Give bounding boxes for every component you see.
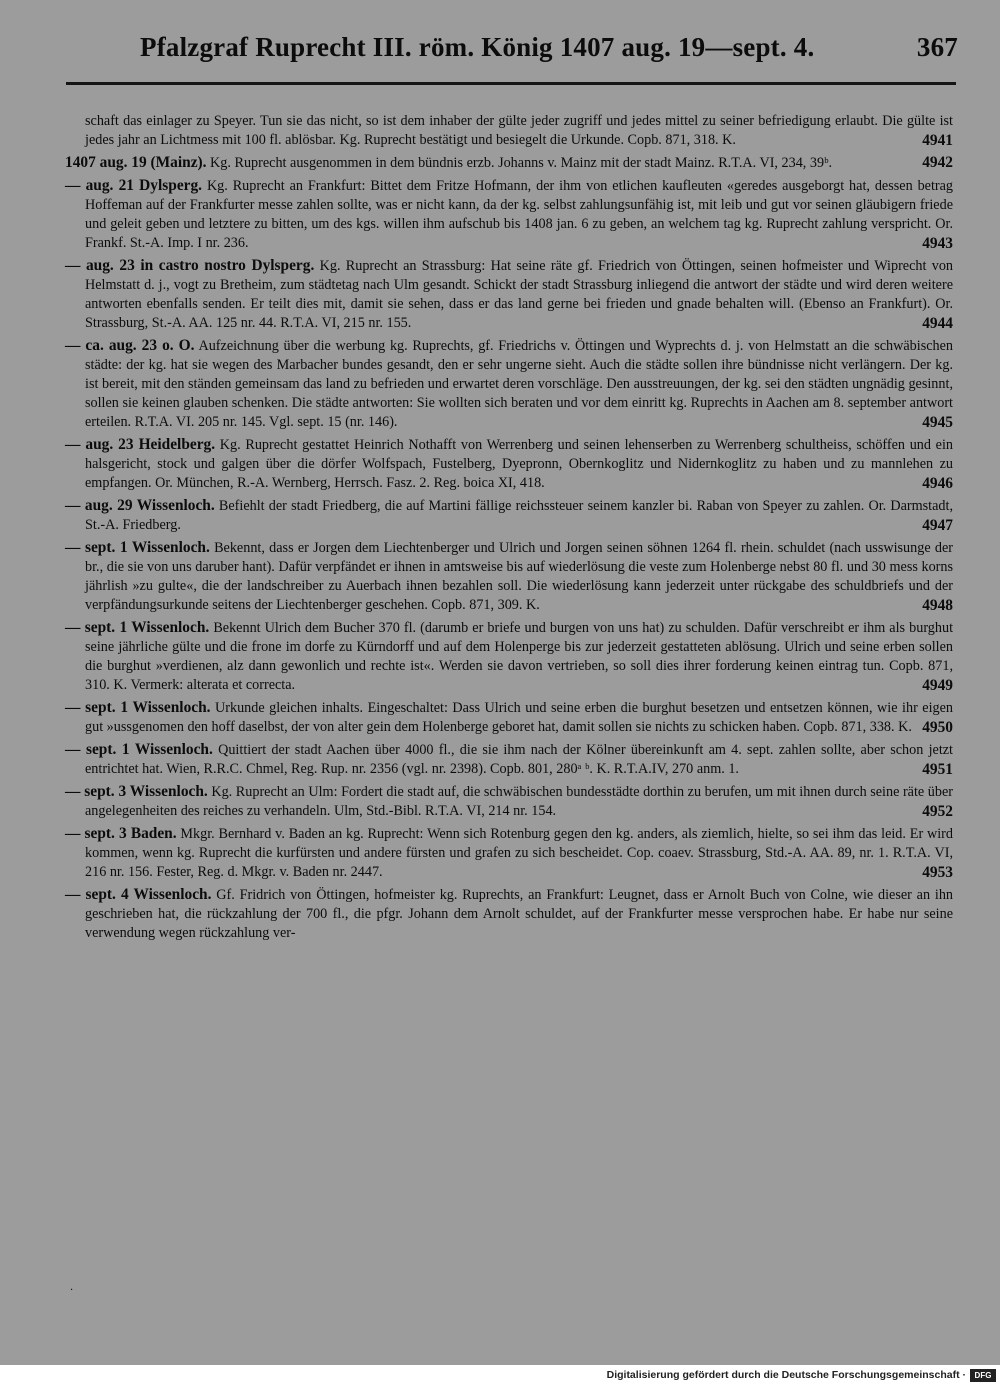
entry-date: — sept. 1 Wissenloch. xyxy=(65,741,213,758)
entry-date: — sept. 4 Wissenloch. xyxy=(65,886,212,903)
page-number: 367 xyxy=(916,32,958,62)
entry-text: Bekennt Ulrich dem Bucher 370 fl. (darumb er briefe und burgen von uns hat) zu schulden. Dafür verschreibt er ihm als burghut seine jährliche gülte und die frone im dorfe zu Kürndorff und auf dem Holenperge bis zur jederzeit gestatteten ablösung. Ulrich und seine erben sollen die burghut »verdienen, alz dann gewonlich und rechte ist«. Werden sie davon vertrieben, so soll dies ihrer forderung keinen eintrag tun. Copb. 871, 310. K. Vermerk: alterata et correcta. xyxy=(85,620,954,693)
entry-number: 4952 xyxy=(922,803,953,820)
entry-date: 1407 aug. 19 (Mainz). xyxy=(65,154,207,171)
entry-number: 4953 xyxy=(922,864,953,881)
regest-entry xyxy=(65,698,953,737)
regest-entry xyxy=(65,256,953,333)
regest-entry xyxy=(65,112,953,150)
entry-date: — sept. 1 Wissenloch. xyxy=(65,619,210,636)
header-rule xyxy=(66,82,956,85)
entry-text: Mkgr. Bernhard v. Baden an kg. Ruprecht: Wenn sich Rotenburg gegen den kg. anders, als ziemlich, hielte, so sei ihm das leid. Er wird kommen, wenn kg. Ruprecht die kurfürsten und andere fürsten und grafen zu sich bescheidet. Cop. coaev. Strassburg, Std.-A. AA. 89, nr. 1. R.T.A. VI, 216 nr. 156. Fester, Reg. d. Mkgr. v. Baden nr. 2447. xyxy=(85,826,953,880)
dfg-logo-icon: DFG xyxy=(970,1369,996,1382)
entry-date: — sept. 1 Wissenloch. xyxy=(65,699,211,716)
entry-number: 4945 xyxy=(922,414,953,431)
entry-text: Gf. Fridrich von Öttingen, hofmeister kg. Ruprechts, an Frankfurt: Leugnet, dass er Arnolt Buch von Colne, wie dieser an ihn geschrieben hat, die rückzahlung der 700 fl., die pfgr. Johann dem Arnolt schuldet, auf der Frankfurter messe versprochen habe. Er habe nur seine verwendung wegen rückzahlung ver- xyxy=(85,887,954,941)
entry-number: 4943 xyxy=(922,235,953,252)
entry-number: 4941 xyxy=(922,132,953,149)
regest-entry xyxy=(65,740,953,779)
entry-text: Quittiert der stadt Aachen über 4000 fl., die sie ihm nach der Kölner übereinkunft am 4. sept. zahlen sollte, aber schon jetzt entrichtet hat. Wien, R.R.C. Chmel, Reg. Rup. nr. 2356 (vgl. nr. 2398). Copb. 801, 280ᵃ ᵇ. K. R.T.A.IV, 270 anm. 1. xyxy=(85,742,954,777)
regest-entry xyxy=(65,435,953,493)
running-title: Pfalzgraf Ruprecht III. röm. König 1407 aug. 19—sept. 4. xyxy=(140,32,815,62)
page-header xyxy=(140,32,958,63)
entry-text: Kg. Ruprecht an Strassburg: Hat seine räte gf. Friedrich von Öttingen, seinen hofmeister und Wiprecht von Helmstatt d. j., vogt zu Bretheim, zum städtetag nach Ulm gesandt. Schickt der stadt Strassburg inliegend die antwort der städte und wird deren weitere antworten ebenfalls senden. Er teilt dies mit, damit sie sehen, dass er das land gerne bei frieden und gnade behalten will. (Ebenso an Frankfurt). Or. Strassburg, St.-A. AA. 125 nr. 44. R.T.A. VI, 215 nr. 155. xyxy=(85,258,954,331)
entry-text: Befiehlt der stadt Friedberg, die auf Martini fällige reichssteuer seinem kanzler bi. Raban von Speyer zu zahlen. Or. Darmstadt, St.-A. Friedberg. xyxy=(85,498,954,533)
entry-text: schaft das einlager zu Speyer. Tun sie das nicht, so ist dem inhaber der gülte jeder zugriff und jedes mittel zu seiner befriedigung erlaubt. Die gülte ist jedes jahr an Lichtmess mit 100 fl. ablösbar. Kg. Ruprecht bestätigt und besiegelt die Urkunde. Copb. 871, 318. K. xyxy=(85,113,953,148)
entry-number: 4948 xyxy=(922,597,953,614)
stray-mark: · xyxy=(70,1285,74,1296)
regest-entry xyxy=(65,824,953,882)
funding-notice: Digitalisierung gefördert durch die Deutsche Forschungsgemeinschaft · xyxy=(606,1369,966,1381)
entry-number: 4950 xyxy=(922,719,953,736)
entry-number: 4942 xyxy=(922,154,953,171)
entry-date: — aug. 23 Heidelberg. xyxy=(65,436,216,453)
entry-number: 4949 xyxy=(922,677,953,694)
entry-date: — sept. 3 Baden. xyxy=(65,825,177,842)
digitization-footer xyxy=(0,1365,1000,1387)
entry-number: 4951 xyxy=(922,761,953,778)
regest-entry xyxy=(65,885,953,943)
entry-text: Kg. Ruprecht ausgenommen in dem bündnis erzb. Johanns v. Mainz mit der stadt Mainz. R.T.A. VI, 234, 39ᵇ. xyxy=(210,155,833,171)
entry-text: Kg. Ruprecht gestattet Heinrich Nothafft von Werrenberg und seinen lehenserben zu Werrenberg schultheiss, schöffen und ein halsgericht, stock und galgen über die dörfer Wolfspach, Fustelberg, Dyepronn, Obernkoglitz und Nidernkoglitz zu haben und zu mannlehen zu empfangen. Or. München, R.-A. Wernberg, Herrsch. Fasz. 2. Reg. boica XI, 418. xyxy=(85,437,954,491)
regest-entry xyxy=(65,176,953,253)
entry-text: Kg. Ruprecht an Ulm: Fordert die stadt auf, die schwäbischen bundesstädte dorthin zu berufen, um mit ihnen durch seine räte über angelegenheiten des reiches zu verhandeln. Ulm, Std.-Bibl. R.T.A. VI, 214 nr. 154. xyxy=(85,784,954,819)
entry-text: Urkunde gleichen inhalts. Eingeschaltet: Dass Ulrich und seine erben die burghut besetzen und entsetzen können, wie ihr eigen gut »ussgenomen den hoff daselbst, der von alter gein dem Holenberge geboret hat, damit sollen sie nichts zu schicken haben. Copb. 871, 338. K. xyxy=(85,700,954,735)
regesta-list xyxy=(65,112,953,946)
regest-entry xyxy=(65,336,953,432)
entry-text: Aufzeichnung über die werbung kg. Ruprechts, gf. Friedrichs v. Öttingen und Wyprechts d. j. von Helmstatt an die schwäbischen städte: der kg. hat sie wegen des Marbacher bundes gesandt, den er sehr ungerne sieht. Auch die städte sollen ihre bündnisse nicht verlängern. Der kg. ist bereit, mit den ständen gemeinsam das land zu befrieden und erwartet deren vorschläge. Den ausstreuungen, der kg. sei den städten ungnädig gesinnt, sollen sie keinen glauben schenken. Die städte antworten: Sie wollten sich beraten und vor dem einritt kg. Ruprechts in Aachen am 8. september antwort erteilen. R.T.A. VI. 205 nr. 145. Vgl. sept. 15 (nr. 146). xyxy=(85,338,953,430)
regest-entry xyxy=(65,782,953,821)
entry-date: — aug. 29 Wissenloch. xyxy=(65,497,215,514)
entry-date: — aug. 23 in castro nostro Dylsperg. xyxy=(65,257,315,274)
entry-number: 4946 xyxy=(922,475,953,492)
entry-text: Bekennt, dass er Jorgen dem Liechtenberger und Ulrich und Jorgen seinen söhnen 1264 fl. rhein. schuldet (nach usswisunge der br., die sie von uns daruber hant). Dafür verpfändet er ihnen in amtsweise bis auf wiederlösung die veste zum Holenberge nebst 80 fl. und 30 mess korns jährlish »zu gulte«, die der landschreiber zu Auerbach ihnen bezahlen soll. Die wiederlösung kann jederzeit unter rückgabe des schuldbriefs und der verpfändungsurkunde seitens der Liechtenberger geschehen. Copb. 871, 309. K. xyxy=(85,540,954,613)
regest-entry xyxy=(65,496,953,535)
regest-entry xyxy=(65,538,953,615)
entry-date: — sept. 3 Wissenloch. xyxy=(65,783,208,800)
entry-date: — ca. aug. 23 o. O. xyxy=(65,337,195,354)
regest-entry xyxy=(65,153,953,173)
regest-entry xyxy=(65,618,953,695)
entry-date: — sept. 1 Wissenloch. xyxy=(65,539,210,556)
entry-date: — aug. 21 Dylsperg. xyxy=(65,177,203,194)
entry-text: Kg. Ruprecht an Frankfurt: Bittet dem Fritze Hofmann, der ihm von etlichen kaufleuten «geredes ausgeborgt hat, dessen betrag Hoffeman auf der Frankfurter messe zahlen sollte, was er nicht kann, da der kg. selbst zahlungsunfähig ist, mit leib und gut vor seinen gläubigern friede und geleit geben und letztere zu bitten, um des kgs. willen ihm aufschub bis 1408 jan. 6 zu geben, an welchem tag kg. Ruprecht zahlung verspricht. Or. Frankf. St.-A. Imp. I nr. 236. xyxy=(85,178,954,251)
entry-number: 4944 xyxy=(922,315,953,332)
entry-number: 4947 xyxy=(922,517,953,534)
